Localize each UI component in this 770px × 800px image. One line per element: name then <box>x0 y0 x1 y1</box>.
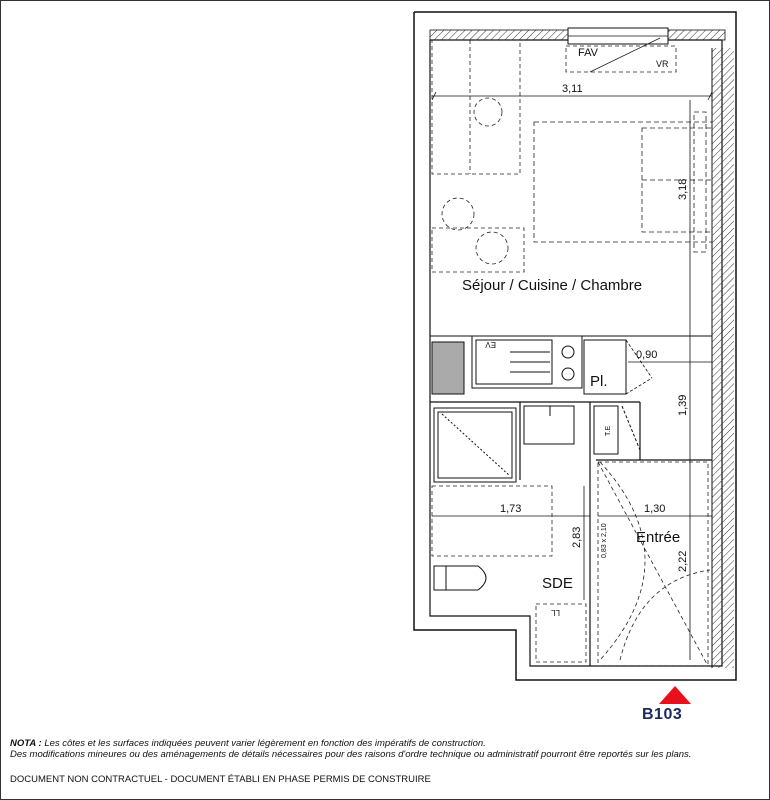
room-entry-label: Entrée <box>636 529 681 546</box>
door-size-label: 0,83 x 2,10 <box>601 523 608 558</box>
kitchen <box>430 336 712 394</box>
unit-code: B103 <box>642 706 683 723</box>
note-line-2: Des modifications mineures ou des aménagements de détails nécessaires pour des raisons d'ordre technique ou administratif pourront être reportés sur les plans. <box>10 749 692 760</box>
water-heater <box>594 406 640 454</box>
dim-living-width-label: 3,11 <box>562 83 583 95</box>
unit-marker <box>632 686 702 726</box>
note-block <box>10 738 710 760</box>
dim-entry-depth-label: 2,22 <box>677 550 689 572</box>
dim-entry-width-label: 1,30 <box>644 503 666 515</box>
ll-label: LL <box>551 608 560 617</box>
te-label: T.E <box>605 425 612 436</box>
laundry <box>536 604 586 662</box>
ev-label: EV <box>485 340 496 349</box>
note-title: NOTA : <box>10 738 42 749</box>
toilet <box>434 566 486 590</box>
dim-placard-width-label: 0,90 <box>636 349 658 361</box>
dim-bath-depth-label: 2,83 <box>571 526 583 548</box>
dining-table <box>432 40 524 272</box>
note-line-1: Les côtes et les surfaces indiquées peuvent varier légèrement en fonction des impératifs de construction. <box>44 738 486 749</box>
room-living-label: Séjour / Cuisine / Chambre <box>462 277 643 294</box>
note-footer: DOCUMENT NON CONTRACTUEL - DOCUMENT ÉTABLI EN PHASE PERMIS DE CONSTRUIRE <box>10 774 431 785</box>
dim-bath-width-label: 1,73 <box>500 503 522 515</box>
shower <box>434 408 516 482</box>
bathroom-area <box>432 486 552 556</box>
entry-door <box>598 462 710 666</box>
washbasin <box>524 406 574 444</box>
room-placard-label: Pl. <box>590 373 608 390</box>
vr-label: VR <box>656 59 669 69</box>
room-bathroom-label: SDE <box>542 575 573 592</box>
entrance-arrow-icon <box>659 686 691 704</box>
dim-living-depth-label: 3,18 <box>677 178 689 200</box>
fav-label: FAV <box>578 47 598 59</box>
dim-kitchen-depth-label: 1,39 <box>677 394 689 416</box>
